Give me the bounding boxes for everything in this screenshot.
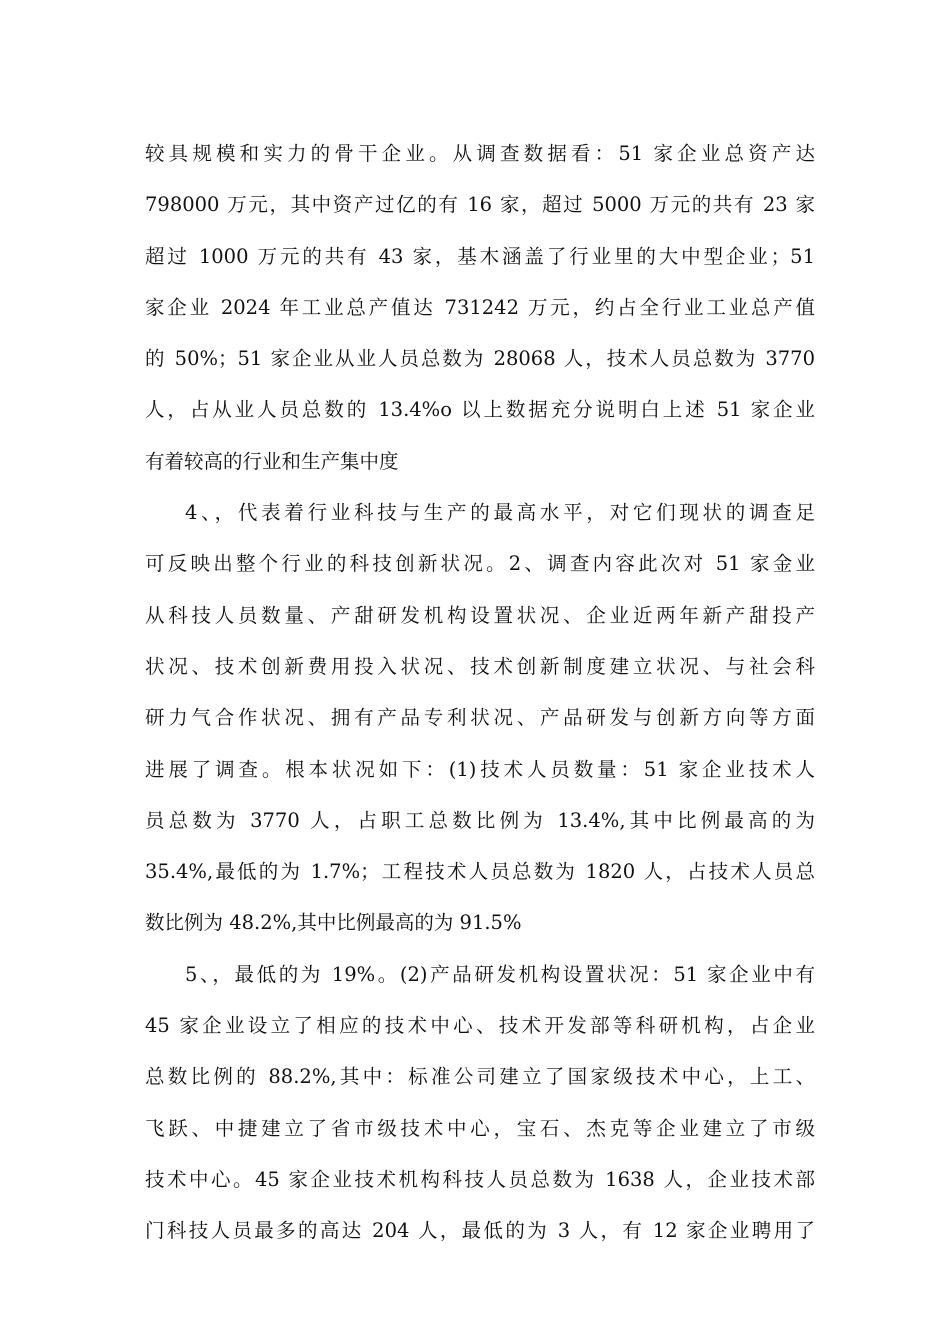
text-line: 从科技人员数量、产甜研发机构设置状况、企业近两年新产甜投产: [145, 603, 815, 627]
text-line: 45 家企业设立了相应的技术中心、技术开发部等科研机构，占企业: [145, 1014, 815, 1038]
document-body: [145, 128, 815, 1257]
text-line: 可反映出整个行业的科技创新状况。2、调查内容此次对 51 家金业: [145, 552, 815, 576]
text-line: 状况、技术创新费用投入状况、技术创新制度建立状况、与社会科: [145, 654, 815, 678]
paragraph-first-line: 4、，代表着行业科技与生产的最高水平，对它们现状的调查足: [185, 501, 815, 525]
text-line: 进展了调查。根本状况如下：(1)技术人员数量：51 家企业技术人: [145, 757, 815, 781]
text-line: 飞跃、中捷建立了省市级技术中心，宝石、杰克等企业建立了市级: [145, 1116, 815, 1140]
text-line: 35.4%,最低的为 1.7%；工程技术人员总数为 1820 人，占技术人员总: [145, 860, 815, 884]
text-line: 人，占从业人员总数的 13.4%o 以上数据充分说明白上述 51 家企业: [145, 398, 815, 422]
text-line: 总数比例的 88.2%,其中：标准公司建立了国家级技术中心，上工、: [145, 1065, 815, 1089]
text-line: 研力气合作状况、拥有产品专利状况、产品研发与创新方向等方面: [145, 706, 815, 730]
text-line: 技术中心。45 家企业技术机构科技人员总数为 1638 人，企业技术部: [145, 1167, 815, 1191]
text-line: 门科技人员最多的高达 204 人，最低的为 3 人，有 12 家企业聘用了: [145, 1219, 815, 1243]
text-line: 家企业 2024 年工业总产值达 731242 万元，约占全行业工业总产值: [145, 295, 815, 319]
text-line: 798000 万元，其中资产过亿的有 16 家，超过 5000 万元的共有 23 家: [145, 193, 815, 217]
text-line: 有着较高的行业和生产集中度: [145, 449, 399, 473]
text-line: 较具规模和实力的骨干企业。从调查数据看：51 家企业总资产达: [145, 142, 815, 165]
text-line: 的 50%；51 家企业从业人员总数为 28068 人，技术人员总数为 3770: [145, 347, 815, 371]
text-line: 超过 1000 万元的共有 43 家，基木涵盖了行业里的大中型企业；51: [145, 244, 815, 268]
text-line: 员总数为 3770 人，占职工总数比例为 13.4%,其中比例最高的为: [145, 808, 815, 832]
paragraph-first-line: 5、，最低的为 19%。(2)产品研发机构设置状况：51 家企业中有: [185, 962, 815, 986]
text-line: 数比例为 48.2%,其中比例最高的为 91.5%: [145, 911, 522, 935]
